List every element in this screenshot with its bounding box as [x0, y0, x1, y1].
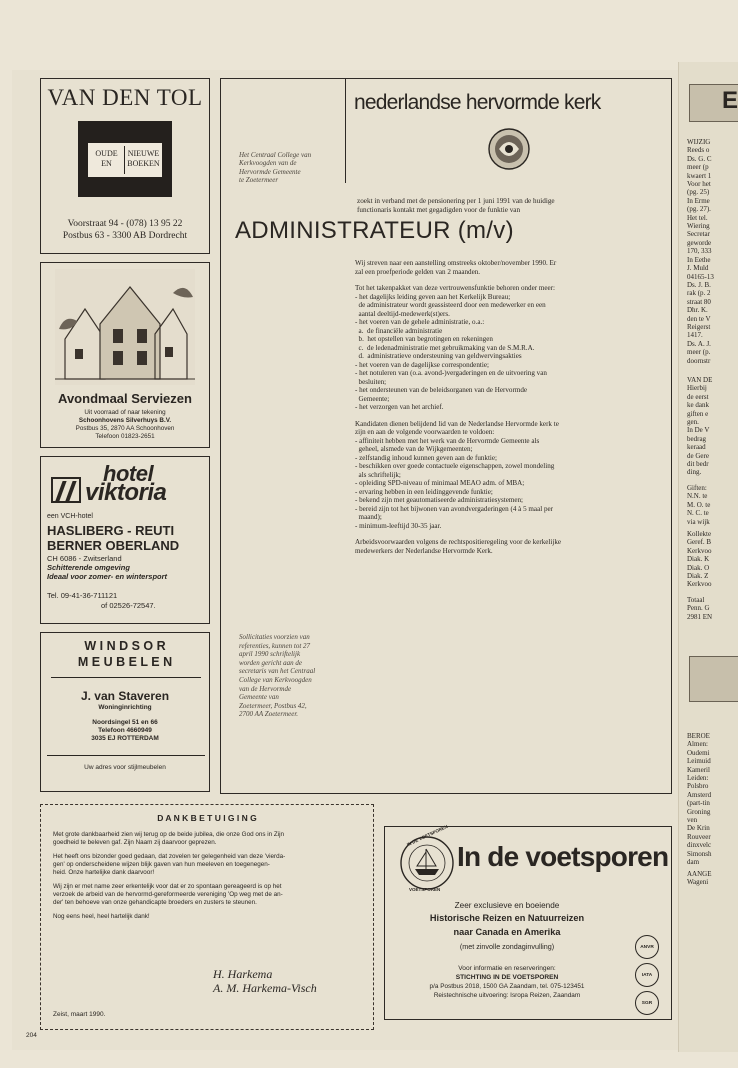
- notice-body: [53, 831, 369, 921]
- ad-van-den-tol: [40, 78, 210, 254]
- task-line: - het dagelijks leiding geven aan het Kerkelijk Bureau;: [355, 292, 511, 301]
- column-line: M. O. te: [687, 500, 711, 509]
- notice-line: Wij zijn er met name zeer erkentelijk voor dat er zo spontaan gereageerd is op het: [53, 883, 282, 890]
- ad-line: Uit voorraad of naar tekening: [84, 409, 166, 416]
- requirement-line: - ervaring hebben in een leidinggevende funktie;: [355, 487, 493, 496]
- logo-mark-icon: [51, 477, 81, 503]
- application-line: april 1990 schriftelijk: [239, 650, 301, 659]
- task-line: - het notuleren van (o.a. avond-)vergaderingen en de uitvoering van: [355, 369, 547, 377]
- church-emblem-icon: [487, 127, 531, 171]
- column-line: 2981 EN: [687, 612, 713, 621]
- column-line: Diak. O: [687, 563, 710, 572]
- body-line: Wij streven naar een aanstelling omstreeks oktober/november 1990. Er: [355, 259, 557, 267]
- windsor-phone: Telefoon 4660949: [98, 727, 152, 734]
- column-text-block: [687, 870, 712, 887]
- task-line: Tot het takenpakket van deze vertrouwensfunktie behoren onder meer:: [355, 284, 556, 292]
- requirement-line: als schriftelijk;: [355, 470, 401, 479]
- sgr-badge-icon: SGR: [635, 991, 659, 1015]
- stamp-text: IN DE VOETSPOREN: [406, 823, 449, 848]
- stamp-bottom-text: VOETSPOREN: [409, 887, 441, 892]
- signature-1: H. Harkema: [213, 967, 273, 981]
- column-line: Almen:: [687, 740, 708, 749]
- header-letter: E: [722, 87, 738, 114]
- application-line: van de Hervormde: [239, 684, 292, 693]
- travel-line4: (met zinvolle zondaginvulling): [459, 942, 555, 951]
- vacancy-organisation: [239, 151, 349, 185]
- column-line: straat 80: [687, 297, 711, 306]
- application-line: referenties, kunnen tot 27: [239, 641, 311, 650]
- column-line: 1417.: [687, 331, 703, 340]
- ad-hotel-viktoria: [40, 456, 210, 624]
- column-line: meer (p.: [687, 348, 711, 357]
- column-line: Ds. G. C: [687, 154, 712, 163]
- sign-left-text: OUDE EN: [95, 149, 118, 168]
- adjacent-page-column: [678, 62, 738, 1052]
- column-image-box: [689, 656, 738, 702]
- column-line: dit bedr: [687, 460, 709, 469]
- application-line: Gemeente van: [239, 693, 279, 702]
- column-line: Simonsh: [687, 849, 712, 858]
- column-text-block: [687, 732, 712, 867]
- ad-address: Postbus 35, 2870 AA Schoonhoven: [75, 425, 175, 432]
- windsor-sub: Woninginrichting: [98, 704, 152, 711]
- column-line: ke dank: [687, 401, 709, 410]
- ad-company: Schoonhovens Silverhuys B.V.: [78, 417, 172, 424]
- column-line: De Krin: [687, 824, 710, 833]
- requirement-line: - minimum-leeftijd 30-35 jaar.: [355, 521, 442, 530]
- column-line: 170, 333: [687, 247, 712, 256]
- column-line: AANGE: [687, 870, 712, 878]
- column-line: Leimuid: [687, 757, 711, 766]
- vacancy-title: ADMINISTRATEUR (m/v): [235, 217, 514, 244]
- travel-info2: STICHTING IN DE VOETSPOREN: [455, 974, 559, 981]
- task-line: a. de financiële administratie: [355, 326, 443, 335]
- hotel-slogan2: Ideaal voor zomer- en wintersport: [47, 572, 168, 581]
- org-line: Hervormde Gemeente: [239, 167, 301, 176]
- column-line: Oudemi: [687, 748, 710, 757]
- ad-windsor-meubelen: [40, 632, 210, 792]
- requirement-line: - opleiding SPD-niveau of minimaal MEAO adm. of MBA;: [355, 479, 525, 487]
- column-line: (pg. 27).: [687, 205, 711, 214]
- travel-title: In de voetsporen: [457, 841, 669, 872]
- application-line: College van Kerkvoogden: [239, 675, 312, 684]
- vacancy-application-info: [239, 633, 349, 719]
- logo-viktoria-word: viktoria: [85, 479, 167, 506]
- sign-board: [88, 143, 162, 177]
- column-line: den te V: [687, 314, 711, 323]
- column-line: gen.: [687, 418, 699, 427]
- column-text-block: [687, 376, 712, 477]
- column-line: Geref. B: [687, 538, 712, 547]
- hotel-country: CH 6086 - Zwitserland: [47, 554, 122, 563]
- column-line: In Erme: [687, 196, 710, 205]
- column-line: rak (p. 2: [687, 289, 711, 298]
- requirement-line: - affiniteit hebben met het werk van de Hervormde Gemeente als: [355, 436, 540, 445]
- application-line: Sollicitaties voorzien van: [239, 633, 310, 641]
- anvr-badge-icon: ANVR: [635, 935, 659, 959]
- travel-line3: naar Canada en Amerika: [453, 927, 561, 937]
- column-line: Kerkvoo: [687, 580, 712, 589]
- hotel-tag: een VCH-hotel: [47, 513, 93, 520]
- notice-title: D A N K B E T U I G I N G: [157, 813, 257, 823]
- column-line: Rouveer: [687, 832, 711, 841]
- task-line: - het voeren van de gehele administratie, o.a.:: [355, 318, 485, 326]
- column-line: Leiden:: [687, 774, 709, 783]
- hotel-slogan1: Schitterende omgeving: [47, 563, 130, 572]
- task-line: b. het opstellen van begrotingen en rekeningen: [355, 335, 493, 343]
- windsor-footer: Uw adres voor stijlmeubelen: [84, 764, 166, 771]
- iata-badge-icon: IATA: [635, 963, 659, 987]
- column-line: dinxvelc: [687, 841, 712, 850]
- column-header-box: [689, 84, 738, 122]
- column-line: giften e: [687, 409, 709, 418]
- requirement-line: zijn en aan de volgende voorwaarden te voldoen:: [355, 428, 495, 436]
- column-line: Groning: [687, 807, 711, 816]
- column-line: de Gere: [687, 451, 709, 460]
- column-line: Reeds o: [687, 146, 710, 155]
- application-line: secretaris van het Centraal: [239, 667, 316, 676]
- signature-2: A. M. Harkema-Visch: [213, 981, 317, 995]
- ad-vacancy-administrateur: [220, 78, 672, 794]
- body-line: zal een proefperiode gelden van 2 maanden.: [355, 267, 481, 276]
- column-line: geworde: [687, 238, 712, 247]
- windsor-address2: 3035 EJ ROTTERDAM: [91, 735, 159, 742]
- notice-line: heid. Onze hartelijke dank daarvoor!: [53, 869, 155, 876]
- column-line: Wageni: [687, 878, 709, 887]
- vacancy-intro: [357, 197, 667, 214]
- column-line: via wijk: [687, 517, 710, 526]
- hotel-location2: BERNER OBERLAND: [47, 538, 180, 553]
- application-line: worden gericht aan de: [239, 658, 302, 667]
- task-line: - het ondersteunen van de beleidsorganen van de Hervormde: [355, 386, 528, 394]
- notice-dankbetuiging: [40, 804, 374, 1030]
- intro-line: zoekt in verband met de pensionering per 1 juni 1991 van de huidige: [357, 197, 555, 205]
- column-line: In De V: [687, 426, 710, 435]
- column-line: (part-tin: [687, 799, 710, 808]
- vacancy-body: [355, 259, 671, 555]
- column-line: Amsterd: [687, 790, 712, 799]
- notice-line: Met grote dankbaarheid zien wij terug op de beide jubilea, die onze God ons in Zijn: [53, 831, 285, 838]
- church-heading: nederlandse hervormde kerk: [354, 91, 601, 114]
- travel-info1: Voor informatie en reserveringen:: [458, 965, 556, 972]
- column-line: Ds. A. J.: [687, 339, 711, 348]
- windsor-address1: Noordsingel 51 en 66: [92, 719, 158, 726]
- travel-info3: p/a Postbus 2018, 1500 GA Zaandam, tel. 075-123451: [429, 983, 585, 990]
- column-line: Diak. K: [687, 555, 710, 564]
- shop-name: VAN DEN TOL: [47, 85, 203, 110]
- hotel-phone-alt: of 02526-72547.: [101, 601, 156, 610]
- column-line: VAN DE: [687, 376, 713, 384]
- logo-hotel-word: hotel: [103, 461, 154, 486]
- travel-line2: Historische Reizen en Natuurreizen: [429, 913, 585, 923]
- column-line: Secretar: [687, 230, 710, 239]
- column-line: keraad: [687, 443, 706, 452]
- task-line: c. de ledenadministratie met gebruikmaking van de S.M.R.A.: [355, 343, 535, 352]
- magazine-page: [12, 70, 712, 1050]
- column-line: N. C. te: [687, 509, 709, 518]
- travel-line1: Zeer exclusieve en boeiende: [454, 901, 560, 910]
- book-sign-graphic: [78, 121, 172, 197]
- org-line: Kerkvoogden van de: [239, 159, 297, 168]
- requirement-line: - beschikken over goede contactuele eigenschappen, zowel mondeling: [355, 462, 555, 470]
- column-text-block: [687, 484, 710, 526]
- column-line: Hierbij: [687, 384, 707, 393]
- column-line: de eerst: [687, 392, 709, 401]
- task-line: - het verzorgen van het archief.: [355, 403, 444, 411]
- windsor-owner: J. van Staveren: [80, 689, 170, 703]
- column-line: Ds. J. B.: [687, 280, 711, 289]
- task-line: - het voeren van de dagelijkse correspondentie;: [355, 360, 489, 369]
- application-line: 2700 AA Zoetermeer.: [239, 710, 299, 719]
- column-line: Diak. Z: [687, 572, 709, 581]
- place-date: Zeist, maart 1990.: [53, 1011, 106, 1018]
- column-line: kwaert 1: [687, 171, 712, 180]
- column-line: Wiering: [687, 222, 710, 231]
- column-line: Giften:: [687, 484, 707, 492]
- column-line: doornstr: [687, 356, 711, 365]
- column-line: WIJZIG: [687, 138, 711, 146]
- hotel-phone: Tel. 09-41-36-711121: [47, 591, 118, 600]
- org-line: Het Centraal College van: [239, 151, 312, 159]
- column-line: Penn. G: [687, 604, 710, 613]
- requirements-list: [355, 420, 671, 531]
- column-line: BEROE: [687, 732, 710, 740]
- notice-line: gen' op onderscheidene wijzen blijk gaven van hun meeleven en toegenegen-: [53, 861, 270, 868]
- intro-line: functionaris kontakt met gegadigden voor de funktie van: [357, 205, 521, 214]
- requirement-line: Kandidaten dienen belijdend lid van de Nederlandse Hervormde kerk te: [355, 419, 559, 428]
- requirement-line: geheel, alsmede van de Wijkgemeenten;: [355, 445, 473, 453]
- column-line: 04165-13: [687, 272, 714, 281]
- requirement-line: - bekend zijn met geautomatiseerde administratiesystemen;: [355, 496, 524, 504]
- notice-line: verzoek de arbeid van de hervormd-gereformeerde vereniging 'Op weg met de an-: [53, 891, 283, 898]
- column-line: Totaal: [687, 596, 705, 604]
- column-line: Kerkvoo: [687, 546, 712, 555]
- windsor-title2: M E U B E L E N: [77, 655, 173, 669]
- column-line: Kollekte: [687, 530, 712, 538]
- task-line: de administrateur wordt geassisteerd door een medewerker en een: [355, 301, 546, 309]
- notice-line: Het heeft ons bizonder goed gedaan, dat zovelen ter gelegenheid van deze 'vierda-: [53, 853, 286, 860]
- ad-title: Avondmaal Serviezen: [58, 391, 192, 406]
- column-line: Polsbro: [687, 782, 709, 791]
- shop-postbus-line: Postbus 63 - 3300 AB Dordrecht: [62, 231, 188, 241]
- body-line: Arbeidsvoorwaarden volgens de rechtspositieregeling voor de kerkelijke: [355, 538, 562, 546]
- church-illustration: [55, 269, 195, 385]
- column-line: N.N. te: [687, 492, 708, 501]
- hotel-location1: HASLIBERG - REUTI: [47, 523, 175, 538]
- column-line: ven: [687, 816, 698, 825]
- column-text-block: [687, 138, 714, 365]
- column-line: Dhr. K.: [687, 306, 708, 315]
- org-line: te Zoetermeer: [239, 176, 279, 185]
- task-line: d. administratieve ondersteuning van geldwervingsakties: [355, 352, 522, 360]
- column-line: Het tel.: [687, 213, 708, 222]
- windsor-title1: W I N D S O R: [84, 639, 166, 653]
- column-line: Reigerst: [687, 322, 711, 331]
- hotel-logo: [51, 461, 199, 506]
- column-line: Voor het: [687, 180, 711, 189]
- travel-info4: Reistechnische uitvoering: Isropa Reizen, Zaandam: [433, 992, 581, 999]
- requirement-line: - zelfstandig inhoud kunnen geven aan de funktie;: [355, 453, 498, 462]
- task-line: aantal deeltijd-medewerk(st)ers.: [355, 309, 450, 318]
- page-number: 204: [26, 1032, 37, 1039]
- task-line: Gemeente;: [355, 394, 390, 403]
- column-line: In Eethe: [687, 255, 711, 264]
- ad-in-de-voetsporen: [384, 823, 672, 1020]
- column-line: dam: [687, 858, 700, 867]
- sign-right-text: NIEUWE BOEKEN: [127, 149, 160, 168]
- ad-avondmaal-serviezen: [40, 262, 210, 448]
- body-line: medewerkers der Nederlandse Hervormde Kerk.: [355, 546, 493, 555]
- column-text-block: [687, 530, 712, 589]
- ad-phone: Telefoon 01823-2651: [95, 433, 155, 440]
- column-line: Kameril: [687, 765, 710, 774]
- task-line: besluiten;: [355, 377, 387, 386]
- column-line: (pg. 25): [687, 188, 710, 197]
- column-line: J. Muld: [687, 264, 709, 273]
- column-line: ding.: [687, 468, 702, 477]
- application-line: Zoetermeer, Postbus 42,: [239, 701, 307, 710]
- column-line: bedrag: [687, 434, 707, 443]
- tasks-list: [355, 284, 671, 412]
- notice-line: goedheid te beleven gaf. Zijn Naam zij daarvoor geprezen.: [53, 839, 217, 846]
- notice-line: Nog eens heel, heel hartelijk dank!: [53, 913, 150, 920]
- shop-address-line: Voorstraat 94 - (078) 13 95 22: [67, 219, 183, 229]
- column-text-block: [687, 596, 712, 621]
- requirement-line: - bereid zijn tot het bijwonen van avondvergaderingen (4 à 5 maal per: [355, 504, 554, 513]
- notice-line: der' ten behoeve van onze gehandicapte broeders en zusters te steunen.: [53, 899, 257, 906]
- column-line: meer (p: [687, 163, 709, 172]
- requirement-line: maand);: [355, 513, 382, 521]
